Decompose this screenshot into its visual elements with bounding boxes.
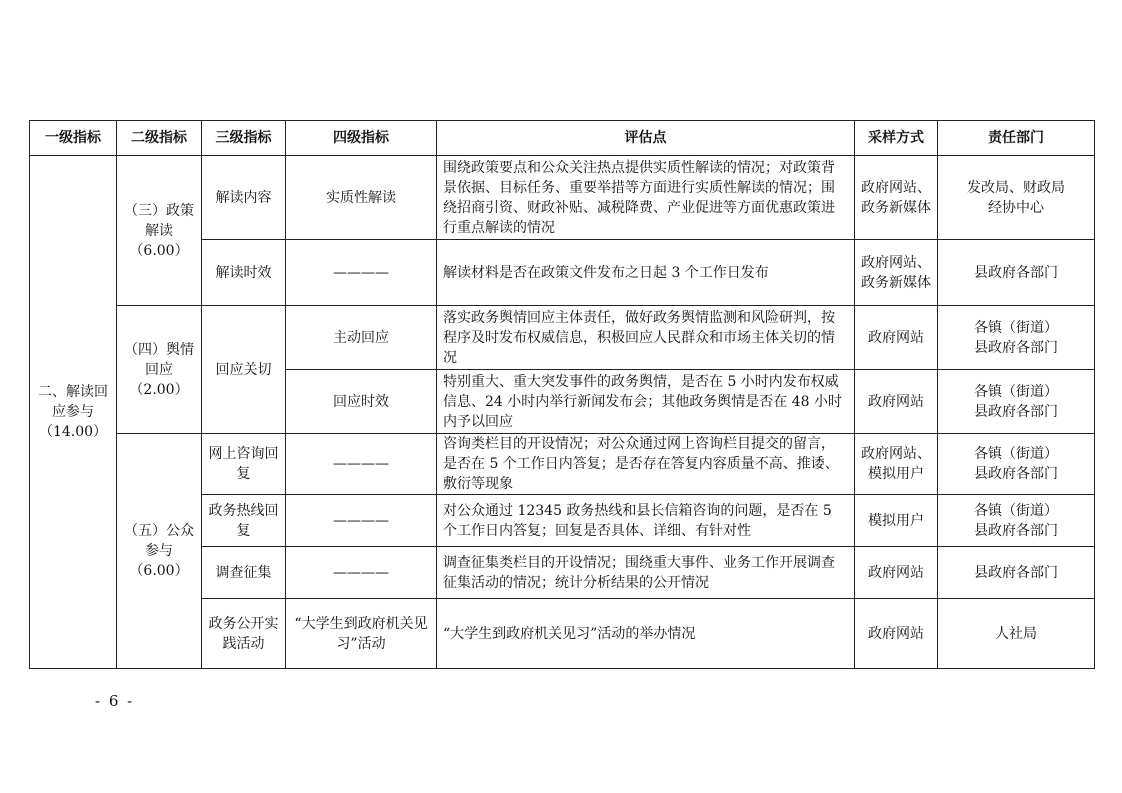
header-sampling-method: 采样方式: [855, 121, 938, 156]
dept-line: 县政府各部门: [974, 403, 1058, 420]
level2-cell: [117, 434, 202, 669]
level1-cell: [30, 156, 117, 669]
eval-point-cell: 对公众通过 12345 政务热线和县长信箱咨询的问题，是否在 5 个工作日内答复；回复是否具体、详细、有针对性: [437, 495, 855, 547]
method-cell: 政府网站、政务新媒体: [855, 156, 938, 240]
level1-label: 二、解读回应参与（14.00）: [38, 384, 108, 440]
page-number: - 6 -: [95, 692, 135, 710]
dept-cell: 人社局: [938, 599, 1095, 669]
dept-cell: 县政府各部门: [938, 547, 1095, 599]
header-level3: 三级指标: [202, 121, 286, 156]
dept-line: 经协中心: [988, 199, 1044, 216]
level2-cell: [117, 156, 202, 306]
header-level2: 二级指标: [117, 121, 202, 156]
dept-line: 各镇（街道）: [974, 446, 1058, 462]
level4-cell: 实质性解读: [286, 156, 437, 240]
eval-point-cell: 特别重大、重大突发事件的政务舆情，是否在 5 小时内发布权威信息、24 小时内举行新闻发布会；其他政务舆情是否在 48 小时内予以回应: [437, 370, 855, 434]
level3-cell: 回应关切: [202, 306, 286, 434]
level4-cell: 主动回应: [286, 306, 437, 370]
method-cell: 政府网站: [855, 370, 938, 434]
dept-cell: [938, 495, 1095, 547]
dept-line: 发改局、财政局: [967, 179, 1065, 196]
header-responsible-dept: 责任部门: [938, 121, 1095, 156]
level4-cell: ————: [286, 434, 437, 495]
table-row: [30, 434, 1095, 495]
level2-label: （五）公众参与（6.00）: [124, 523, 194, 579]
table-row: [30, 156, 1095, 240]
evaluation-table: [29, 120, 1095, 669]
level4-cell: ————: [286, 240, 437, 306]
header-eval-point: 评估点: [437, 121, 855, 156]
method-cell: 政府网站、政务新媒体: [855, 240, 938, 306]
level3-cell: 解读内容: [202, 156, 286, 240]
level4-cell: “大学生到政府机关见习”活动: [286, 599, 437, 669]
dept-cell: [938, 156, 1095, 240]
eval-point-cell: 落实政务舆情回应主体责任，做好政务舆情监测和风险研判，按程序及时发布权威信息，积极回应人民群众和市场主体关切的情况: [437, 306, 855, 370]
level3-cell: 网上咨询回复: [202, 434, 286, 495]
dept-line: 各镇（街道）: [974, 319, 1058, 336]
dept-line: 县政府各部门: [974, 466, 1058, 482]
eval-point-cell: 调查征集类栏目的开设情况；围绕重大事件、业务工作开展调查征集活动的情况；统计分析结果的公开情况: [437, 547, 855, 599]
method-cell: 模拟用户: [855, 495, 938, 547]
level2-label: （三）政策解读（6.00）: [124, 202, 194, 259]
dept-cell: [938, 434, 1095, 495]
header-row: [30, 121, 1095, 156]
level3-cell: 调查征集: [202, 547, 286, 599]
level2-label: （四）舆情回应（2.00）: [124, 341, 194, 398]
level2-cell: [117, 306, 202, 434]
dept-line: 各镇（街道）: [974, 383, 1058, 400]
eval-point-cell: 围绕政策要点和公众关注热点提供实质性解读的情况；对政策背景依据、目标任务、重要举措等方面进行实质性解读的情况；围绕招商引资、财政补贴、减税降费、产业促进等方面优惠政策进行重点解读的情况: [437, 156, 855, 240]
method-cell: 政府网站、模拟用户: [855, 434, 938, 495]
dept-cell: [938, 370, 1095, 434]
level4-cell: 回应时效: [286, 370, 437, 434]
dept-line: 县政府各部门: [974, 339, 1058, 356]
header-level4: 四级指标: [286, 121, 437, 156]
method-cell: 政府网站: [855, 547, 938, 599]
level4-cell: ————: [286, 495, 437, 547]
method-cell: 政府网站: [855, 306, 938, 370]
dept-line: 县政府各部门: [974, 522, 1058, 539]
level3-cell: 政务公开实践活动: [202, 599, 286, 669]
level3-cell: 政务热线回复: [202, 495, 286, 547]
dept-line: 各镇（街道）: [974, 502, 1058, 519]
method-cell: 政府网站: [855, 599, 938, 669]
header-level1: 一级指标: [30, 121, 117, 156]
eval-point-cell: “大学生到政府机关见习”活动的举办情况: [437, 599, 855, 669]
dept-cell: [938, 306, 1095, 370]
dept-cell: 县政府各部门: [938, 240, 1095, 306]
level4-cell: ————: [286, 547, 437, 599]
level3-cell: 解读时效: [202, 240, 286, 306]
eval-point-cell: 解读材料是否在政策文件发布之日起 3 个工作日发布: [437, 240, 855, 306]
eval-point-cell: 咨询类栏目的开设情况；对公众通过网上咨询栏目提交的留言，是否在 5 个工作日内答复；是否存在答复内容质量不高、推诿、敷衍等现象: [437, 434, 855, 495]
table-row: [30, 306, 1095, 370]
